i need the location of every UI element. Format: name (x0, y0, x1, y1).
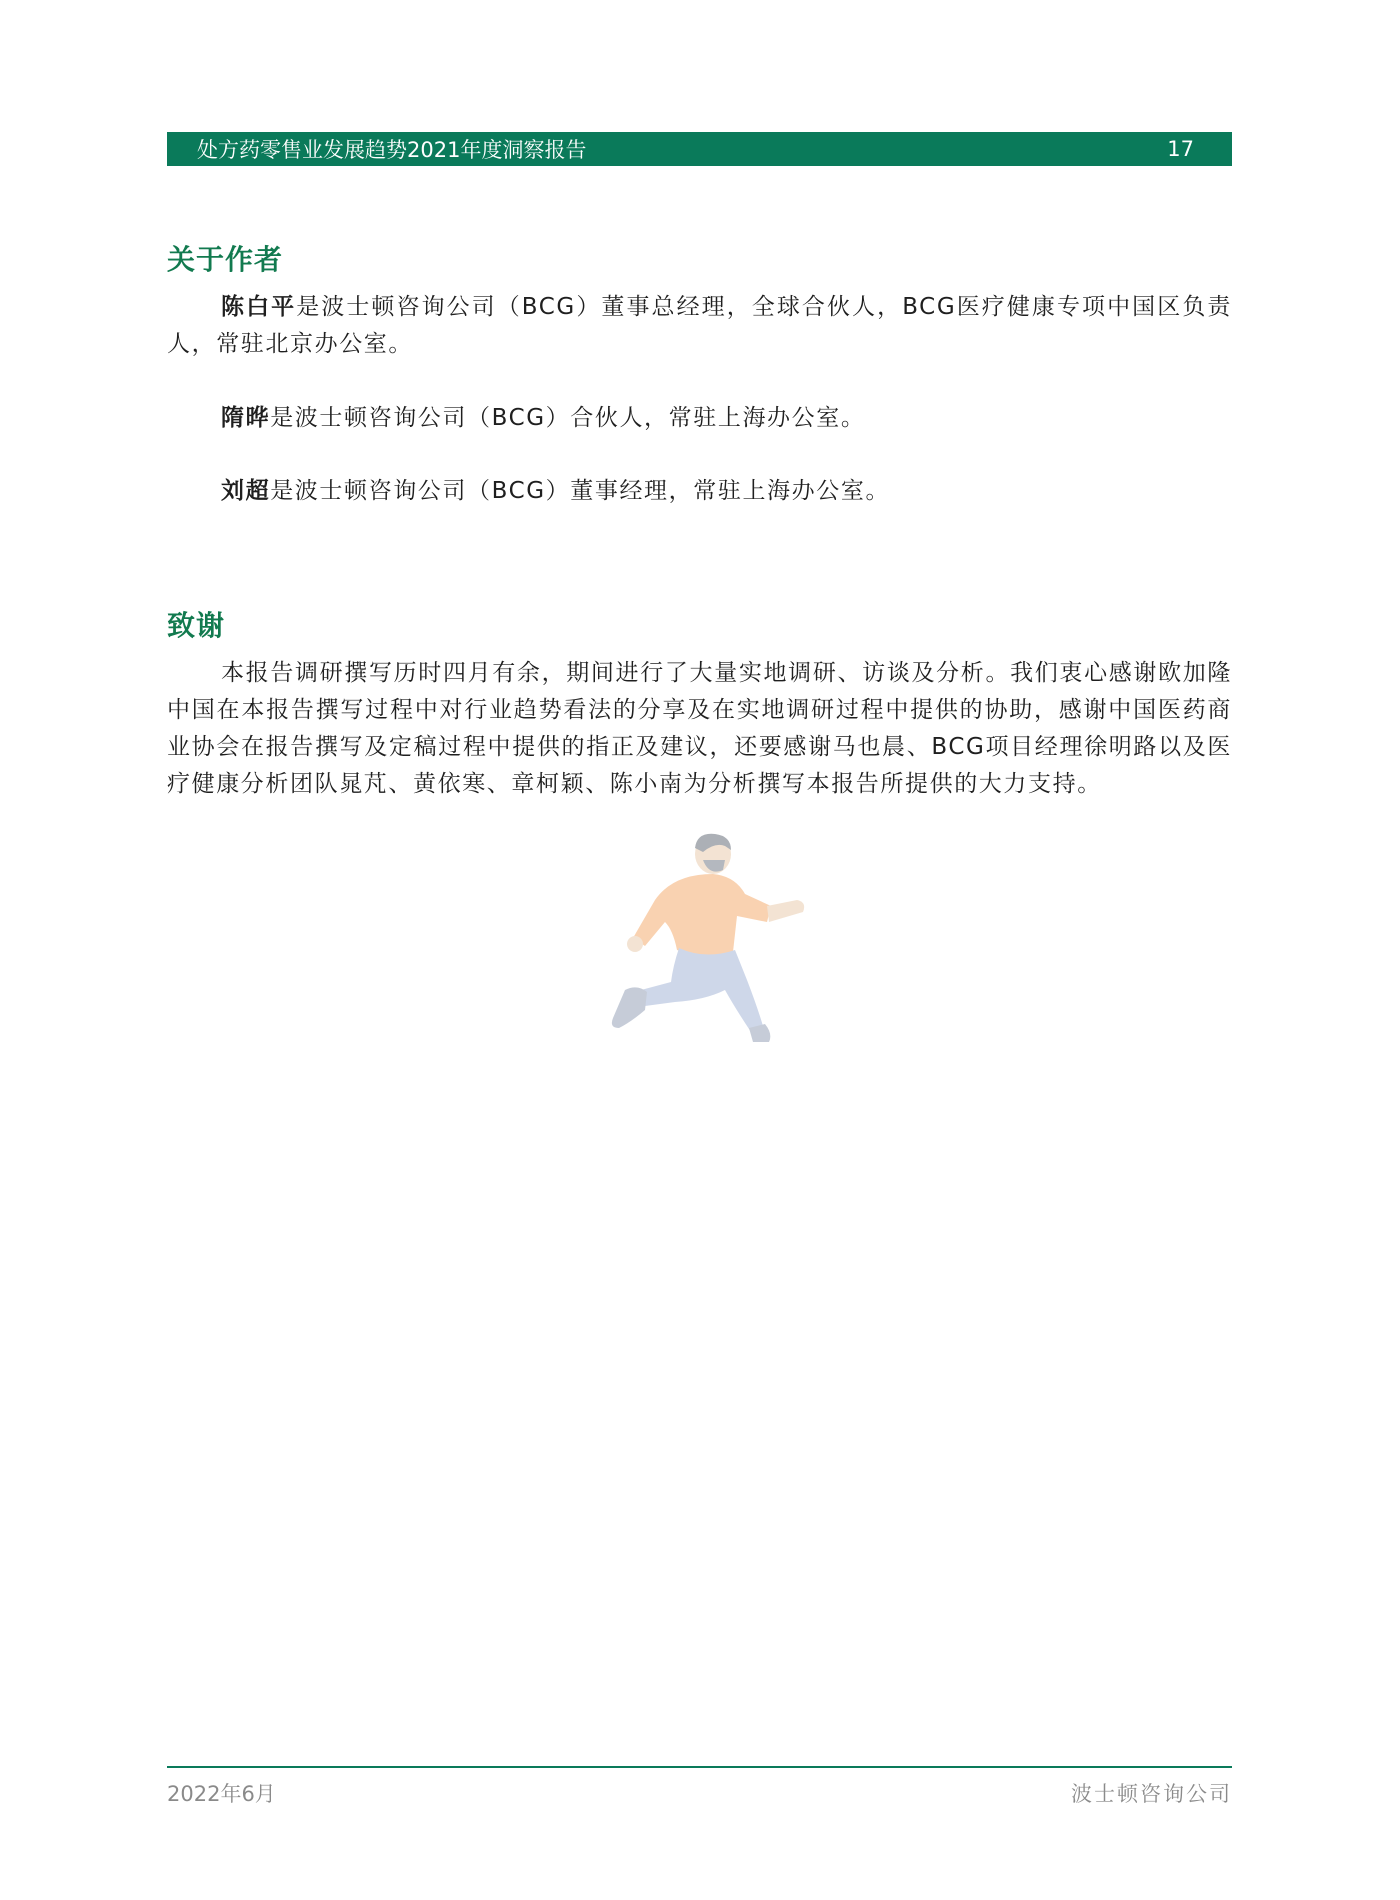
acknowledgements-heading: 致谢 (167, 609, 226, 642)
author-description: 是波士顿咨询公司（BCG）董事经理，常驻上海办公室。 (270, 478, 891, 504)
footer-date: 2022年6月 (167, 1782, 276, 1806)
header-bar (167, 132, 1232, 166)
author-name: 刘超 (221, 478, 271, 504)
author-description: 是波士顿咨询公司（BCG）董事总经理，全球合伙人，BCG医疗健康专项中国区负责人，常驻北京办公室。 (167, 294, 1232, 357)
report-title: 处方药零售业发展趋势2021年度洞察报告 (197, 138, 587, 162)
author-name: 隋晔 (221, 405, 271, 431)
author-description: 是波士顿咨询公司（BCG）合伙人，常驻上海办公室。 (270, 405, 866, 431)
author-name: 陈白平 (221, 294, 297, 320)
footer-rule (167, 1766, 1232, 1768)
author-paragraph-2 (167, 400, 1232, 437)
acknowledgements-body: 本报告调研撰写历时四月有余，期间进行了大量实地调研、访谈及分析。我们衷心感谢欧加隆中国在本报告撰写过程中对行业趋势看法的分享及在实地调研过程中提供的协助，感谢中国医药商业协会在报告撰写及定稿过程中提供的指正及建议，还要感谢马也晨、BCG项目经理徐明路以及医疗健康分析团队晁芃、黄依寒、章柯颖、陈小南为分析撰写本报告所提供的大力支持。 (167, 660, 1232, 797)
running-person-illustration (585, 830, 825, 1070)
footer-company: 波士顿咨询公司 (1071, 1782, 1232, 1806)
page-number: 17 (1167, 137, 1194, 161)
about-authors-heading: 关于作者 (167, 243, 284, 276)
author-paragraph-3 (167, 473, 1232, 510)
author-paragraph-1 (167, 289, 1232, 363)
